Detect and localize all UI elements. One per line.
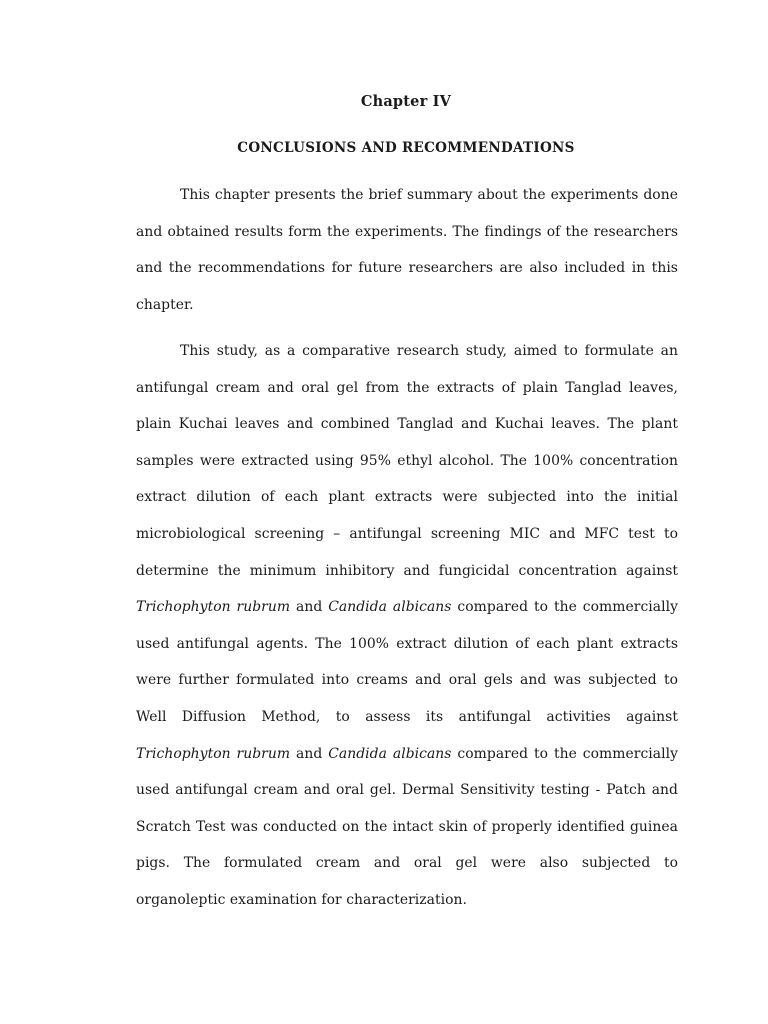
organism-name: Trichophyton rubrum xyxy=(136,745,291,762)
study-text-part-2: compared to the commercially used antifungal agents. The 100% extract dilution of each plant extracts were further formulated into creams and oral gels and was subjected to Well Diffusion Method, to assess its antifungal activities against xyxy=(136,599,678,725)
organism-name: Trichophyton rubrum xyxy=(136,599,291,616)
organism-name: Candida albicans xyxy=(328,745,452,762)
organism-name: Candida albicans xyxy=(328,599,452,616)
study-text-part-3: compared to the commercially used antifungal cream and oral gel. Dermal Sensitivity testing - Patch and Scratch Test was conducted on the intact skin of properly identified guinea pigs. The formulated cream and oral gel were also subjected to organoleptic examination for characterization. xyxy=(136,745,678,908)
study-text-part-1: This study, as a comparative research study, aimed to formulate an antifungal cream and oral gel from the extracts of plain Tanglad leaves, plain Kuchai leaves and combined Tanglad and Kuchai leaves. The plant samples were extracted using 95% ethyl alcohol. The 100% concentration extract dilution of each plant extracts were subjected into the initial microbiological screening – antifungal screening MIC and MFC test to determine the minimum inhibitory and fungicidal concentration against xyxy=(136,343,678,579)
paragraph-study-summary xyxy=(136,333,678,919)
section-heading: CONCLUSIONS AND RECOMMENDATIONS xyxy=(237,140,575,156)
chapter-label: Chapter IV xyxy=(360,93,452,110)
conjunction-text: and xyxy=(290,745,329,762)
paragraph-intro: This chapter presents the brief summary about the experiments done and obtained results form the experiments. The findings of the researchers and the recommendations for future researchers are also included in this chapter. xyxy=(136,187,678,313)
conjunction-text: and xyxy=(290,599,329,616)
